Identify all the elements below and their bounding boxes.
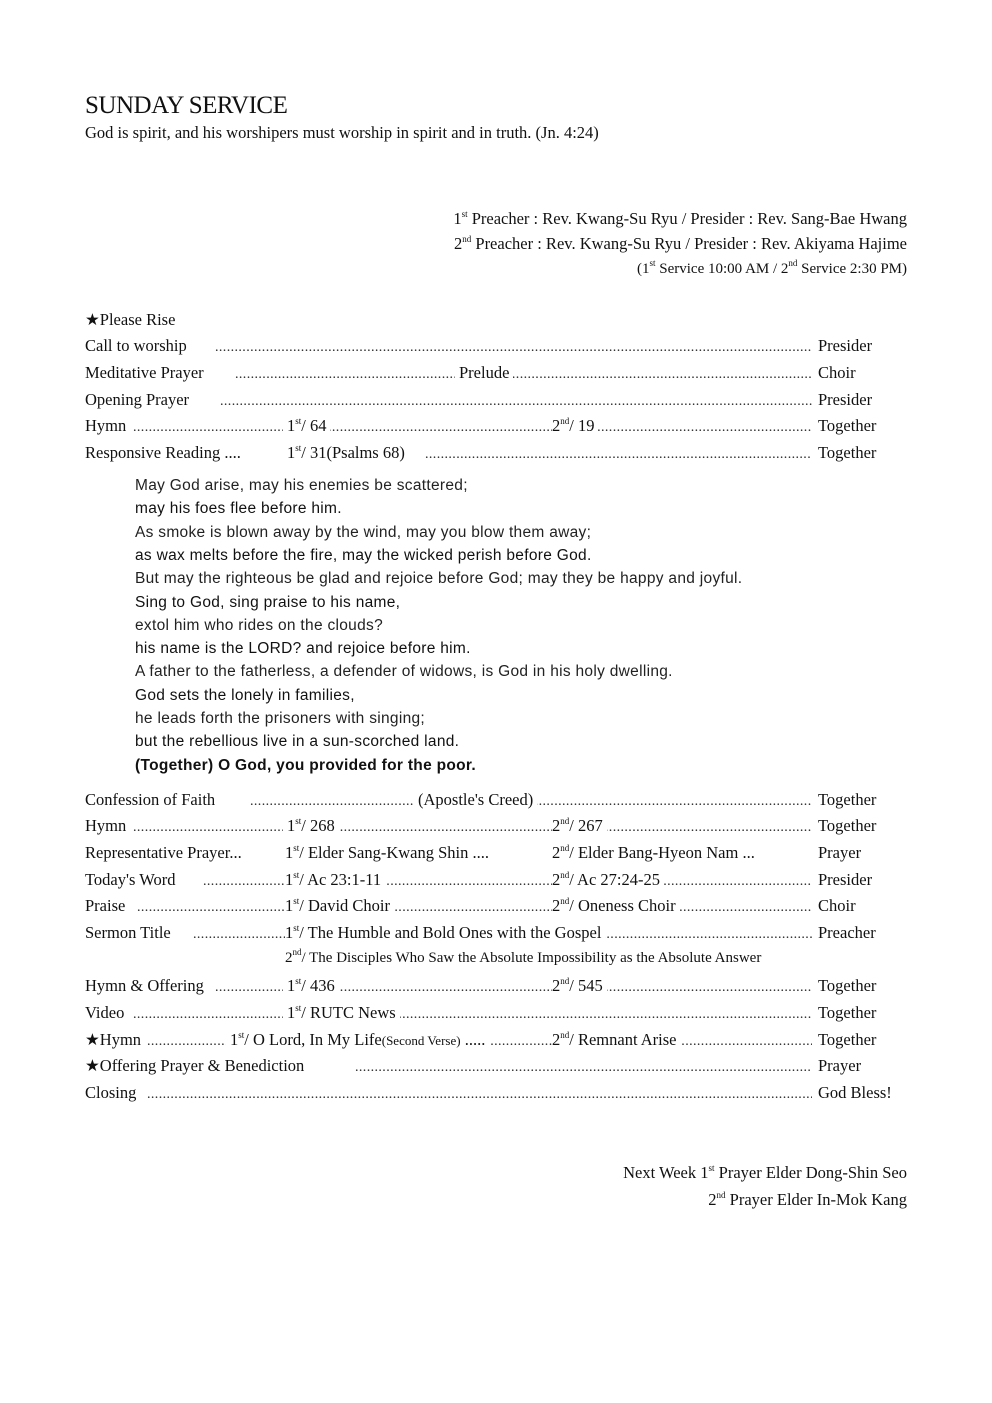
order-row-hymn-offering [85,976,907,998]
times-part: (1 [637,261,650,277]
ordinal: 1 [285,896,294,915]
ordinal: 2 [552,870,561,889]
first-service-officiants [453,209,907,229]
value: / 31(Psalms 68) [301,443,405,462]
item-label: Meditative Prayer [85,363,208,383]
ordinal: 1 [287,1003,296,1022]
order-row-hymn [85,416,907,438]
value: / Remnant Arise [569,1030,677,1049]
value: / 64 [301,416,327,435]
order-row-confession-of-faith [85,790,907,812]
reading-line-leader: But may the righteous be glad and rejoice before God; may they be happy and joyful. [135,570,743,588]
ordinal: 2 [552,1030,561,1049]
leader-dots [137,896,812,918]
service-times [637,258,907,278]
first-service-value [285,843,493,863]
item-role: Together [818,416,880,436]
item-label: Confession of Faith [85,790,219,810]
leader-dots [215,336,812,358]
ordinal-suffix: nd [292,947,302,957]
item-role: Presider [818,390,876,410]
item-label: Call to worship [85,336,191,356]
item-label: ★Offering Prayer & Benediction [85,1056,308,1076]
ordinal-suffix: st [295,976,302,986]
item-role: Together [818,443,880,463]
value: / Oneness Choir [569,896,676,915]
order-row-meditative-prayer [85,363,907,385]
reading-line-leader: he leads forth the prisoners with singing; [135,710,426,727]
second-service-value [552,416,598,436]
officiants-text: Preacher : Rev. Kwang-Su Ryu / Presider : Rev. Sang-Bae Hwang [471,209,907,228]
ordinal-suffix: nd [560,816,570,826]
value-tail: ..... [460,1030,486,1049]
leader-dots [235,363,812,385]
value: / The Disciples Who Saw the Absolute Impossibility as the Absolute Answer [301,950,762,966]
item-label: Hymn [85,416,130,436]
ordinal: 1 [285,843,294,862]
second-service-value [552,1030,680,1050]
first-service-value [283,1003,400,1023]
ordinal: 2 [552,816,561,835]
second-service-value [552,816,607,836]
next-week-text: Prayer Elder Dong-Shin Seo [714,1163,907,1182]
value: / Ac 23:1-11 [299,870,382,889]
ordinal: 1 [453,209,462,228]
order-row-sermon-title-second [85,947,907,972]
next-week-prayer-second [708,1190,907,1210]
order-row-call-to-worship [85,336,907,358]
ordinal-suffix: st [295,1003,302,1013]
reading-line-response: may his foes flee before him. [135,500,342,518]
ordinal-suffix: nd [560,896,570,906]
leader-dots [220,390,812,412]
item-label: Hymn [85,816,130,836]
reading-line-response: as wax melts before the fire, may the wicked perish before God. [135,546,592,564]
ordinal: 1 [285,870,294,889]
second-service-value [552,976,607,996]
item-role: Choir [818,363,860,383]
order-row-praise [85,896,907,918]
order-row-responsive-reading [85,443,907,465]
reading-line-response: Sing to God, sing praise to his name, [135,593,401,611]
first-service-value [285,923,605,943]
ordinal-suffix: st [295,416,302,426]
item-role: Together [818,976,880,996]
reading-line-response: his name is the LORD? and rejoice before him. [135,640,471,658]
leader-dots [147,1083,812,1105]
value: / 268 [301,816,335,835]
item-label: Today's Word [85,870,179,890]
second-service-officiants [454,234,907,254]
value: / Ac 27:24-25 [569,870,660,889]
leader-dots [133,1003,812,1025]
first-service-value [283,443,409,463]
ordinal-suffix: st [295,816,302,826]
value: / RUTC News [301,1003,396,1022]
times-part: Service 2:30 PM) [797,261,907,277]
second-service-value [552,843,759,863]
reading-line-response: God sets the lonely in families, [135,686,355,704]
ordinal: 1 [287,416,296,435]
first-service-value [285,870,385,890]
value: / 267 [569,816,603,835]
reading-line-leader: May God arise, may his enemies be scattered; [135,477,468,494]
value: / 545 [569,976,603,995]
next-week-text: 2 [708,1190,717,1209]
ordinal: 1 [287,976,296,995]
ordinal-suffix: st [649,258,656,268]
page-title: SUNDAY SERVICE [85,92,288,119]
value: / David Choir [299,896,391,915]
ordinal-suffix: nd [560,976,570,986]
next-week-prayer-first [623,1163,907,1183]
next-week-text: Prayer Elder In-Mok Kang [725,1190,907,1209]
order-row-hymn [85,816,907,838]
item-label: Responsive Reading .... [85,443,245,463]
item-role: Together [818,1003,880,1023]
order-row-opening-prayer [85,390,907,412]
leader-dots [355,1056,812,1078]
order-row-offering-prayer-benediction [85,1056,907,1078]
value: / The Humble and Bold Ones with the Gospel [299,923,602,942]
times-part: Service 10:00 AM / 2 [655,261,789,277]
value: / O Lord, In My Life [244,1030,382,1049]
ordinal: 2 [552,976,561,995]
ordinal-suffix: st [293,923,300,933]
please-rise-row [85,310,907,332]
item-label: Opening Prayer [85,390,193,410]
ordinal: 1 [287,443,296,462]
ordinal-suffix: st [293,870,300,880]
ordinal-suffix: st [238,1030,245,1040]
second-service-value [552,870,664,890]
item-label: Praise [85,896,129,916]
value-note: (Second Verse) [381,1033,461,1048]
ordinal: 2 [552,896,561,915]
please-rise-label: ★Please Rise [85,310,179,330]
ordinal-suffix: st [708,1163,715,1173]
ordinal-suffix: st [293,843,300,853]
reading-line-response: but the rebellious live in a sun-scorched land. [135,733,460,751]
first-service-value [283,416,330,436]
item-label: Video [85,1003,128,1023]
order-row-video [85,1003,907,1025]
item-role: Presider [818,336,876,356]
ordinal: 1 [285,923,294,942]
reading-line-leader: As smoke is blown away by the wind, may you blow them away; [135,523,592,541]
item-role: Choir [818,896,860,916]
ordinal-suffix: nd [462,234,472,244]
order-row-closing-hymn [85,1030,907,1052]
value: / Elder Sang-Kwang Shin .... [299,843,489,862]
item-label: Hymn & Offering [85,976,208,996]
item-label: Closing [85,1083,140,1103]
ordinal-suffix: nd [788,258,798,268]
item-role: Prayer [818,843,865,863]
ordinal-suffix: st [293,896,300,906]
value: / 436 [301,976,335,995]
item-role: Together [818,816,880,836]
ordinal: 2 [285,950,293,966]
item-label: Representative Prayer... [85,843,246,863]
first-service-value [283,976,339,996]
value: / Elder Bang-Hyeon Nam ... [569,843,755,862]
ordinal-suffix: nd [560,843,570,853]
value: / 19 [569,416,595,435]
leader-dots [133,816,812,838]
ordinal-suffix: nd [716,1190,726,1200]
ordinal-suffix: nd [560,416,570,426]
ordinal: 2 [454,234,463,253]
item-role: Preacher [818,923,880,943]
leader-dots [133,416,812,438]
first-service-value [285,896,394,916]
second-service-value [285,947,765,967]
ordinal-suffix: nd [560,870,570,880]
reading-line-leader: A father to the fatherless, a defender of widows, is God in his holy dwelling. [135,663,673,681]
item-role: Prayer [818,1056,865,1076]
reading-line-together: (Together) O God, you provided for the poor. [135,756,476,774]
ordinal: 1 [230,1030,239,1049]
ordinal: 1 [287,816,296,835]
item-role: God Bless! [818,1083,896,1103]
ordinal-suffix: nd [560,1030,570,1040]
order-row-representative-prayer [85,843,907,865]
second-service-value [552,896,680,916]
item-middle: (Apostle's Creed) [414,790,537,810]
officiants-text: Preacher : Rev. Kwang-Su Ryu / Presider : Rev. Akiyama Hajime [475,234,907,253]
reading-line-leader: extol him who rides on the clouds? [135,616,383,634]
item-role: Together [818,1030,880,1050]
ordinal-suffix: st [295,443,302,453]
ordinal: 2 [552,416,561,435]
item-middle: Prelude [455,363,513,383]
next-week-text: Next Week 1 [623,1163,709,1182]
order-row-todays-word [85,870,907,892]
first-service-value [283,816,339,836]
ordinal-suffix: st [461,209,468,219]
first-service-value [226,1030,489,1050]
order-row-closing [85,1083,907,1105]
scripture-subtitle: God is spirit, and his worshipers must worship in spirit and in truth. (Jn. 4:24) [85,123,599,142]
item-role: Presider [818,870,876,890]
order-row-sermon-title [85,923,907,945]
item-role: Together [818,790,880,810]
item-label: Sermon Title [85,923,175,943]
item-label: ★Hymn [85,1030,145,1050]
ordinal: 2 [552,843,561,862]
leader-dots [425,443,812,465]
